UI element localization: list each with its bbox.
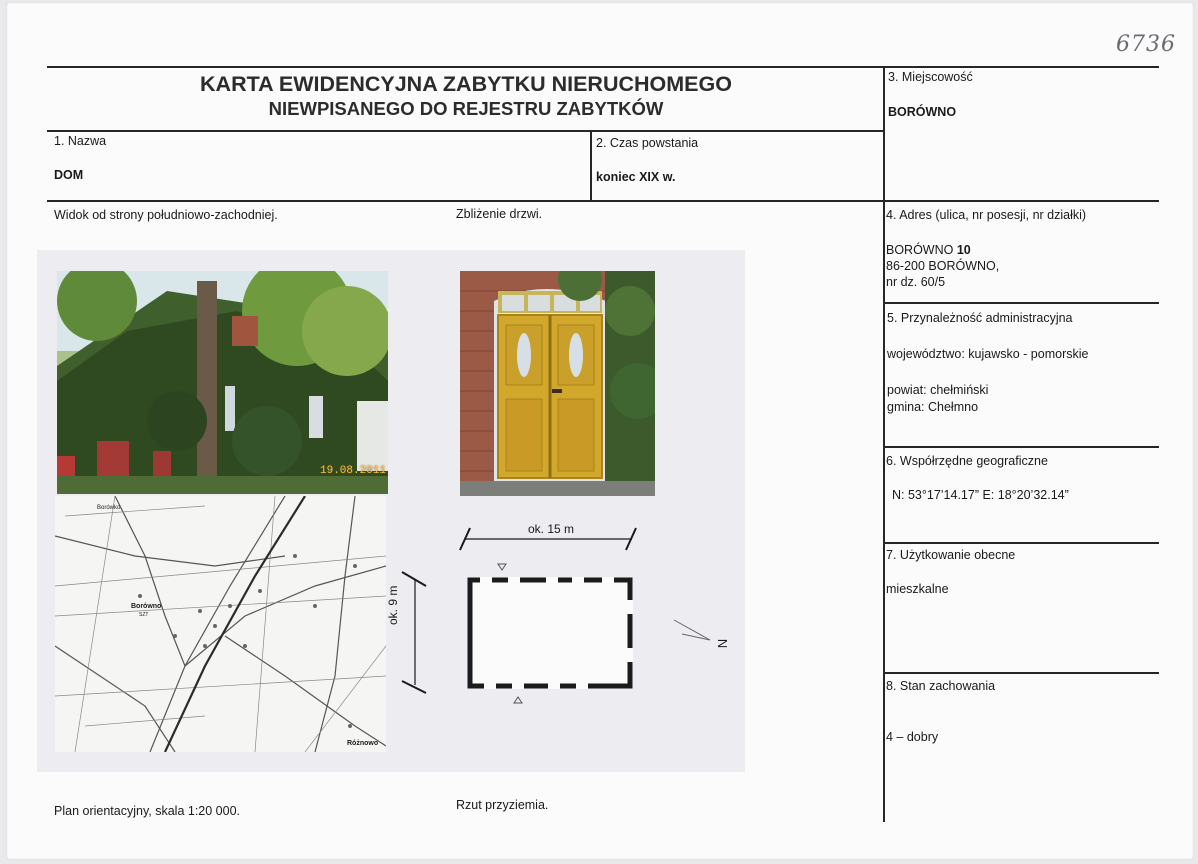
divider [47,66,1159,68]
field-adres-line3: nr dz. 60/5 [886,275,946,289]
divider [47,130,885,132]
divider [883,446,1159,448]
field-adres-label: 4. Adres (ulica, nr posesji, nr działki) [886,208,1087,222]
field-gmina: gmina: Chełmno [887,400,979,414]
house-photo-image [57,271,388,494]
north-arrow [674,620,710,640]
divider [883,66,885,822]
card-subtitle: NIEWPISANEGO DO REJESTRU ZABYTKÓW [268,98,664,119]
caption-plan: Plan orientacyjny, skala 1:20 000. [54,804,240,818]
map-label-town: Borówno [131,603,162,610]
divider [883,302,1159,304]
handwritten-number: 6736 [1116,32,1176,57]
dimension-depth [402,572,426,693]
building-outline [470,580,630,686]
field-miejscowosc-label: 3. Miejscowość [888,70,973,84]
entrance-marker-top [498,564,506,570]
field-wspolrzedne-label: 6. Współrzędne geograficzne [886,454,1048,468]
divider [47,200,1159,202]
adres-town: BORÓWNO [886,243,954,257]
field-przynaleznosc-label: 5. Przynależność administracyjna [887,311,1073,325]
house-photo [57,271,388,494]
orientation-map [55,496,386,752]
field-uzytkowanie-label: 7. Użytkowanie obecne [886,548,1016,562]
field-czas-label: 2. Czas powstania [596,136,699,150]
width-label: ok. 15 m [528,522,575,536]
map-label-town-sub: SZT [139,612,149,618]
caption-view: Widok od strony południowo-zachodniej. [54,208,278,222]
field-nazwa-label: 1. Nazwa [54,134,107,148]
field-adres-line2: 86-200 BORÓWNO, [886,259,1000,273]
floor-plan [400,520,740,720]
field-powiat: powiat: chełmiński [887,383,989,397]
card-title: KARTA EWIDENCYJNA ZABYTKU NIERUCHOMEGO [200,72,732,96]
field-wspolrzedne-value: N: 53°17’14.17” E: 18°20’32.14” [892,488,1069,502]
north-label: N [715,638,731,649]
caption-rzut: Rzut przyziemia. [456,798,549,812]
map-image [55,496,386,752]
field-nazwa-value: DOM [54,168,84,182]
divider [883,672,1159,674]
field-wojewodztwo: województwo: kujawsko - pomorskie [887,347,1089,361]
caption-door: Zbliżenie drzwi. [456,207,543,221]
door-photo-image [460,271,655,496]
map-label-place-bottom: Różnowo [347,740,379,747]
field-miejscowosc-value: BORÓWNO [888,105,957,119]
photo-date-stamp: 19.08.2011 [320,465,387,477]
adres-number: 10 [956,243,971,257]
field-stan-value: 4 – dobry [886,730,939,744]
entrance-marker-bottom [514,697,522,703]
map-label-place-top: Borówko [97,505,121,511]
field-uzytkowanie-value: mieszkalne [886,582,949,596]
depth-label: ok. 9 m [386,585,400,625]
field-czas-value: koniec XIX w. [596,170,676,184]
door-photo [460,271,655,496]
field-adres-line1 [886,243,971,257]
field-stan-label: 8. Stan zachowania [886,679,996,693]
divider [590,130,592,201]
divider [883,542,1159,544]
